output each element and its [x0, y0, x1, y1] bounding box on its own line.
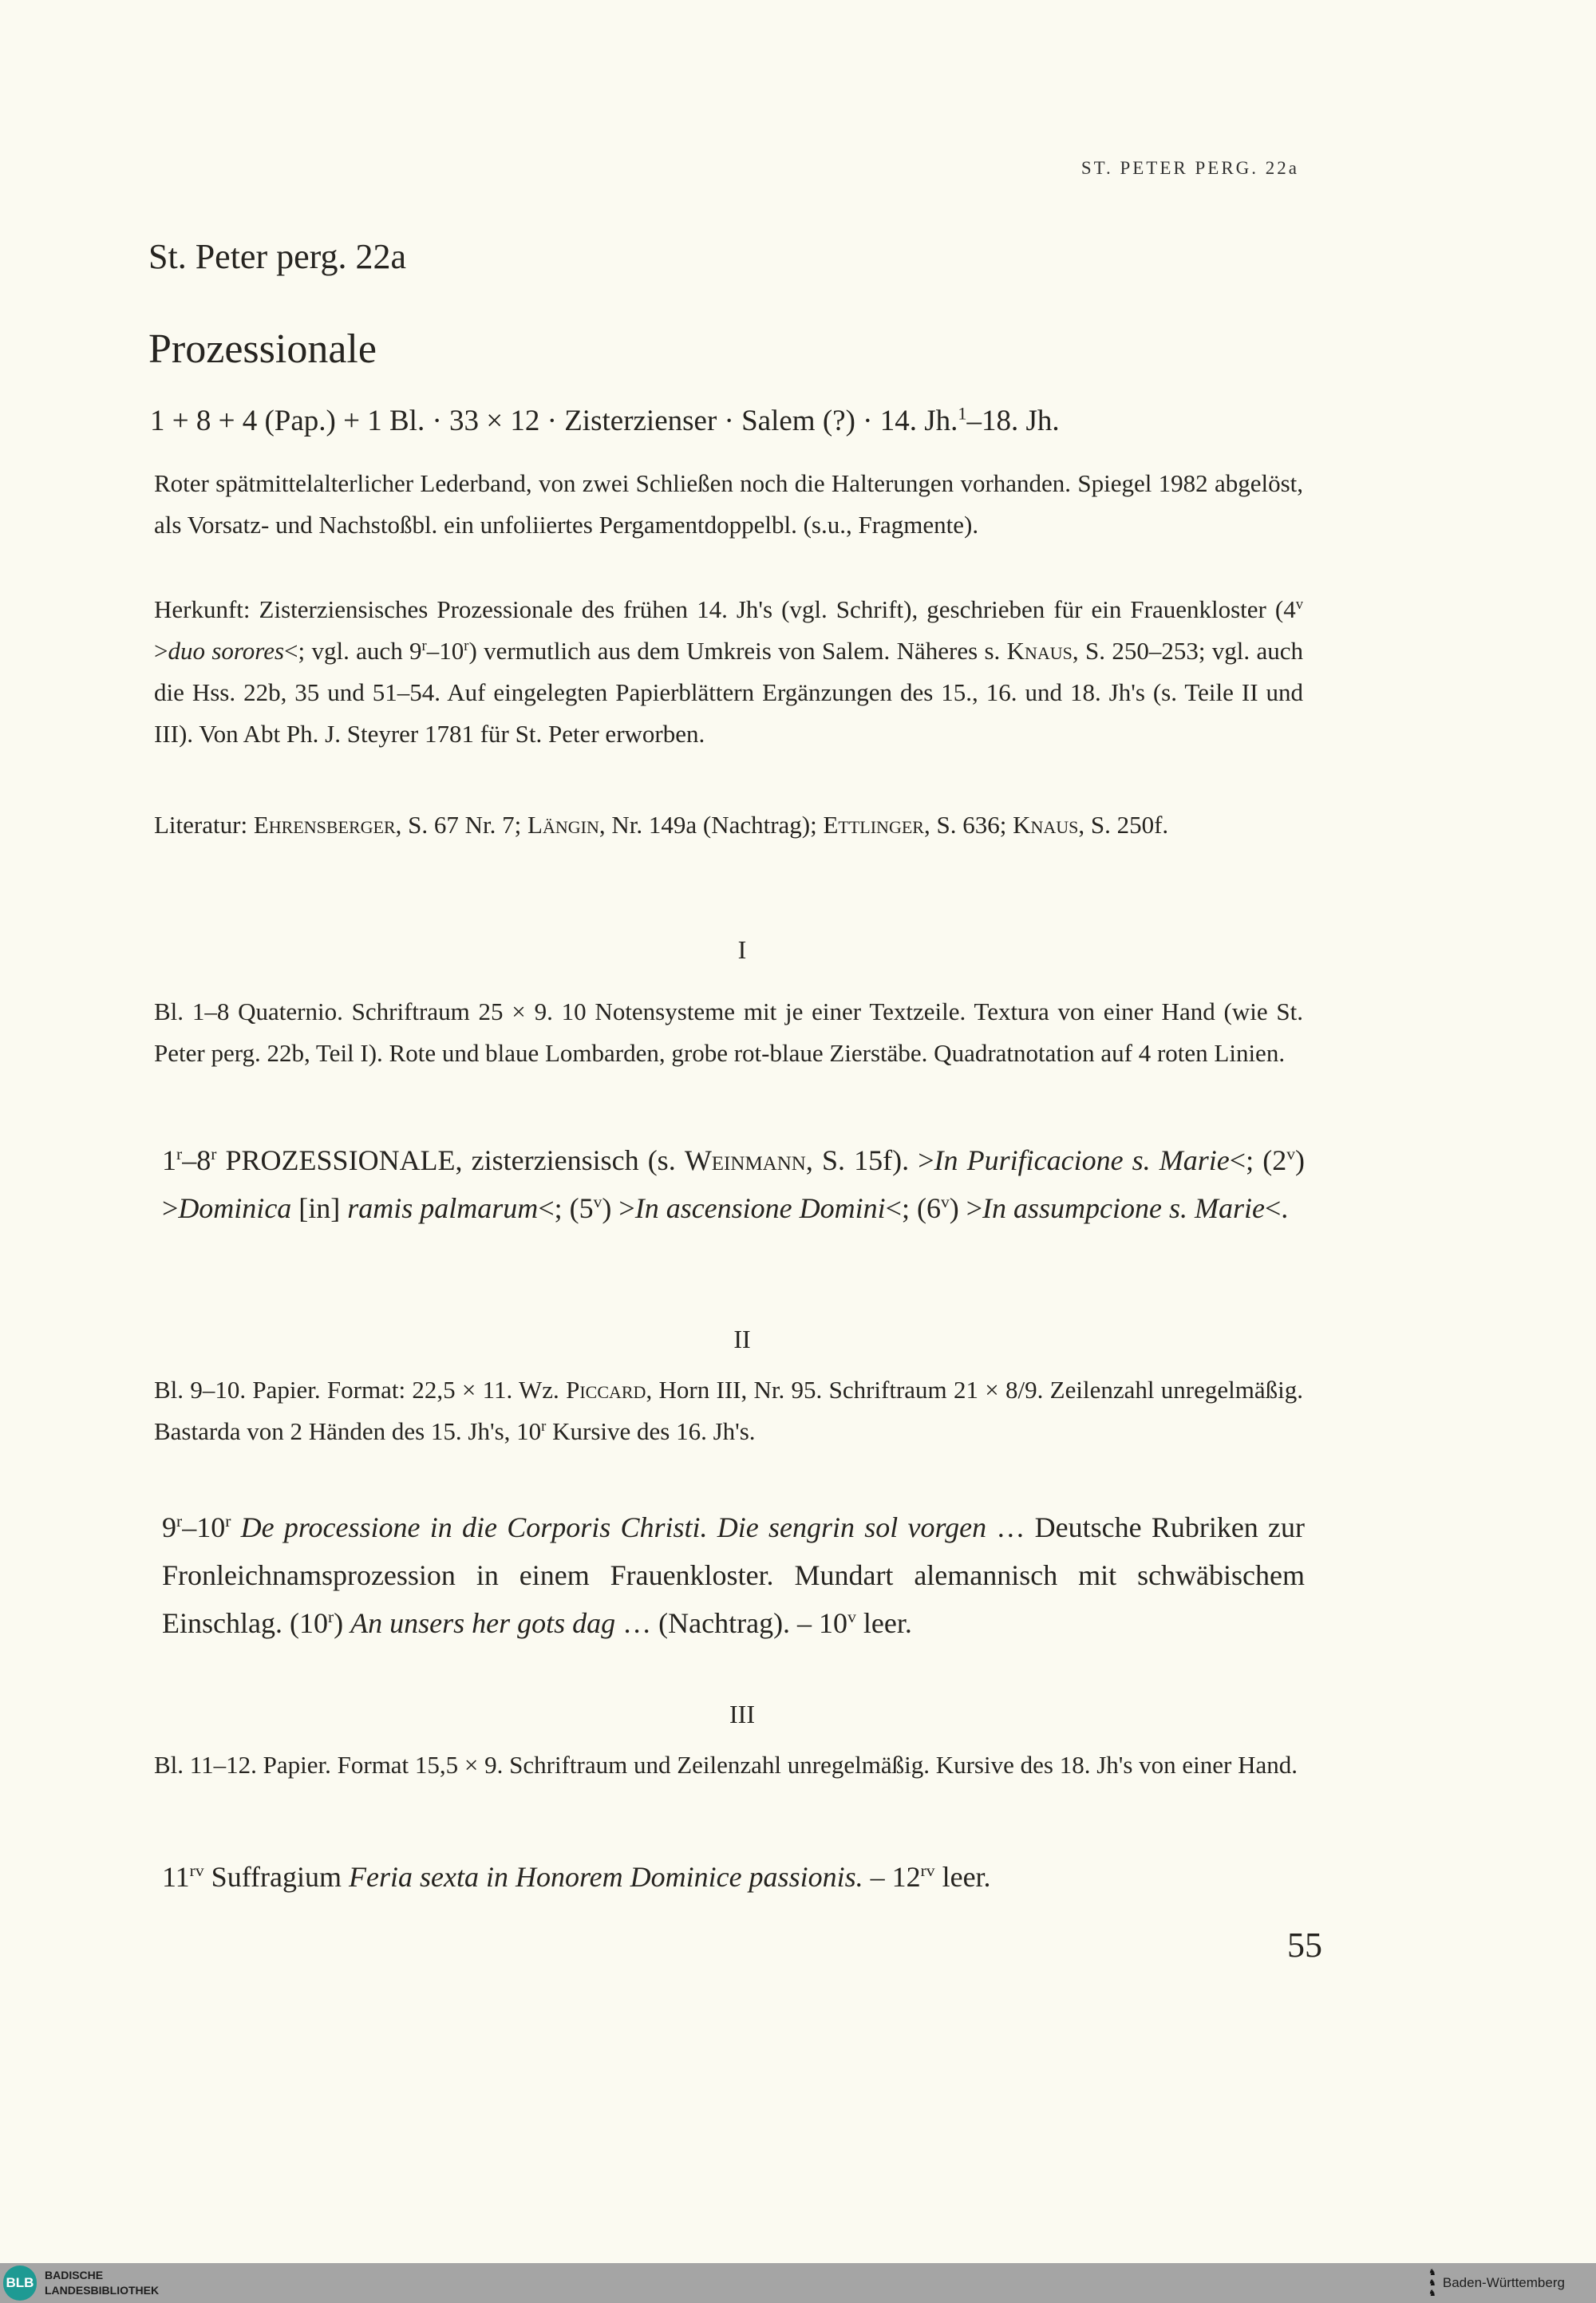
text-segment: Bl. 9–10. Papier. Format: 22,5 × 11. Wz. — [154, 1376, 567, 1404]
text-segment: <. — [1265, 1192, 1289, 1224]
folio-superscript: r — [225, 1511, 231, 1531]
author-name: Knaus — [1013, 811, 1079, 839]
text-segment — [231, 1511, 240, 1543]
text-segment: [in] — [291, 1192, 348, 1224]
library-name-line1: BADISCHE — [45, 2269, 104, 2281]
part-numeral: I — [737, 935, 747, 964]
part-numeral: III — [729, 1700, 755, 1728]
part-contents — [162, 1136, 1305, 1232]
page-number: 55 — [1287, 1926, 1322, 1965]
part-contents — [162, 1503, 1305, 1647]
text-segment: Roter spätmittelalterlicher Lederband, von zwei Schließen noch die Halterungen vorhanden. Spiegel 1982 abgelöst, als Vorsatz- und Nachstoßbl. ein unfoliiertes Pergamentdoppelbl. (s.u., Fragmente). — [154, 469, 1303, 539]
italic-text: duo sorores — [168, 637, 285, 665]
folio-superscript: v — [847, 1607, 856, 1627]
text-segment: –8 — [182, 1144, 211, 1176]
text-segment: –10 — [182, 1511, 226, 1543]
binding-paragraph — [154, 463, 1303, 546]
text-segment: –10 — [426, 637, 464, 665]
author-name: Piccard — [566, 1376, 646, 1404]
summary-line — [150, 404, 1060, 438]
text-segment: … Deutsche Rubriken zur Fronleichnamsprozession in einem Frauenkloster. Mundart alemannisch mit schwäbischem Einschlag. (10 — [162, 1511, 1306, 1639]
text-segment: <; (2 — [1229, 1144, 1287, 1176]
author-name: Knaus — [1006, 637, 1073, 665]
italic-text: Dominica — [178, 1192, 292, 1224]
library-name-line2: LANDESBIBLIOTHEK — [45, 2284, 160, 2297]
folio-superscript: v — [1286, 1144, 1295, 1164]
folio-superscript: r — [176, 1511, 183, 1531]
italic-text: In Purificacione s. Marie — [934, 1144, 1230, 1176]
text-segment: 1 + 8 + 4 (Pap.) + 1 Bl. · 33 × 12 · Zisterzienser · Salem (?) · 14. Jh. — [150, 405, 958, 437]
italic-text: Feria sexta in Honorem Dominice passionis. — [349, 1861, 863, 1893]
text-segment: , S. 250–253; vgl. auch die Hss. 22b, 35 und 51–54. Auf eingelegten Papierblättern Ergänzungen des 15., 16. und 18. Jh's (s. Teile II und III). Von Abt Ph. J. Steyrer 1781 für St. Peter erworben. — [154, 637, 1303, 748]
folio-superscript: v — [593, 1192, 602, 1212]
author-name: Längin — [527, 811, 599, 839]
folio-superscript: r — [464, 637, 469, 654]
part-description — [154, 1369, 1303, 1452]
text-segment: , Nr. 149a (Nachtrag); — [598, 811, 824, 839]
author-name: Ettlinger — [823, 811, 924, 839]
text-segment: Bl. 11–12. Papier. Format 15,5 × 9. Schriftraum und Zeilenzahl unregelmäßig. Kursive des 18. Jh's von einer Hand. — [154, 1751, 1298, 1779]
part-description — [154, 1744, 1303, 1786]
italic-text: De processione in die Corporis Christi. Die sengrin sol vorgen — [240, 1511, 987, 1543]
author-name: Ehrensberger — [253, 811, 396, 839]
text-segment: ) — [334, 1607, 351, 1639]
footer-bar — [0, 2263, 1596, 2303]
folio-superscript: v — [940, 1192, 950, 1212]
text-segment: , S. 67 Nr. 7; — [395, 811, 528, 839]
folio-superscript: r — [176, 1144, 183, 1164]
text-segment: PROZESSIONALE, zisterziensisch (s. — [216, 1144, 685, 1176]
italic-text: ramis palmarum — [347, 1192, 539, 1224]
folio-superscript: r — [541, 1417, 547, 1435]
text-segment: – 12 — [863, 1861, 921, 1893]
author-name: Weinmann — [684, 1144, 806, 1176]
text-segment: 9 — [162, 1511, 176, 1543]
text-segment: –18. Jh. — [966, 405, 1060, 437]
literature-paragraph — [154, 804, 1303, 846]
text-segment: 11 — [162, 1861, 190, 1893]
text-segment: <; (6 — [885, 1192, 941, 1224]
text-segment: , S. 636; — [923, 811, 1013, 839]
text-segment: ) > — [602, 1192, 635, 1224]
folio-superscript: 1 — [958, 403, 967, 424]
folio-superscript: rv — [189, 1861, 204, 1881]
text-segment: Kursive des 16. Jh's. — [546, 1417, 756, 1445]
blb-logo[interactable]: BLB — [3, 2265, 37, 2301]
part-numeral: II — [733, 1325, 751, 1353]
italic-text: An unsers her gots dag — [350, 1607, 616, 1639]
library-name[interactable] — [45, 2268, 159, 2298]
folio-superscript: r — [327, 1607, 334, 1627]
text-segment: <; vgl. auch 9 — [284, 637, 422, 665]
text-segment: , S. 250f. — [1078, 811, 1169, 839]
folio-superscript: v — [1295, 595, 1303, 613]
text-segment: ) vermutlich aus dem Umkreis von Salem. Näheres s. — [468, 637, 1007, 665]
text-segment: > — [154, 637, 168, 665]
text-segment: ) > — [162, 1144, 1305, 1224]
running-head: ST. PETER PERG. 22a — [1080, 158, 1299, 178]
three-lions-icon: ♞ ♞ ♞ — [1428, 2267, 1436, 2298]
text-segment: Herkunft: Zisterziensisches Prozessionale des frühen 14. Jh's (vgl. Schrift), geschrieben für ein Frauenkloster (4 — [154, 595, 1296, 623]
italic-text: In ascensione Domini — [634, 1192, 886, 1224]
folio-superscript: r — [211, 1144, 217, 1164]
text-segment: leer. — [855, 1607, 912, 1639]
text-segment: <; (5 — [538, 1192, 594, 1224]
text-segment: Literatur: — [154, 811, 254, 839]
text-segment: , S. 15f). > — [805, 1144, 934, 1176]
text-segment: leer. — [934, 1861, 991, 1893]
italic-text: In assumpcione s. Marie — [982, 1192, 1265, 1224]
part-contents — [162, 1853, 1305, 1901]
part-description — [154, 991, 1303, 1074]
folio-superscript: rv — [920, 1861, 935, 1881]
text-segment: , Horn III, Nr. 95. Schriftraum 21 × 8/9. Zeilenzahl unregelmäßig. Bastarda von 2 Händen des 15. Jh's, 10 — [154, 1376, 1303, 1445]
text-segment: Suffragium — [203, 1861, 349, 1893]
state-logo[interactable] — [1428, 2266, 1565, 2300]
provenance-paragraph — [154, 589, 1303, 755]
state-name: Baden-Württemberg — [1442, 2275, 1565, 2290]
work-title: Prozessionale — [148, 326, 377, 372]
text-segment: … (Nachtrag). – 10 — [615, 1607, 848, 1639]
text-segment: Bl. 1–8 Quaternio. Schriftraum 25 × 9. 10 Notensysteme mit je einer Textzeile. Textura von einer Hand (wie St. Peter perg. 22b, Teil I). Rote und blaue Lombarden, grobe rot-blaue Zierstäbe. Quadratnotation auf 4 roten Linien. — [154, 997, 1303, 1067]
text-segment: ) > — [949, 1192, 983, 1224]
shelfmark-heading: St. Peter perg. 22a — [148, 237, 407, 276]
folio-superscript: r — [421, 637, 427, 654]
text-segment: 1 — [162, 1144, 176, 1176]
